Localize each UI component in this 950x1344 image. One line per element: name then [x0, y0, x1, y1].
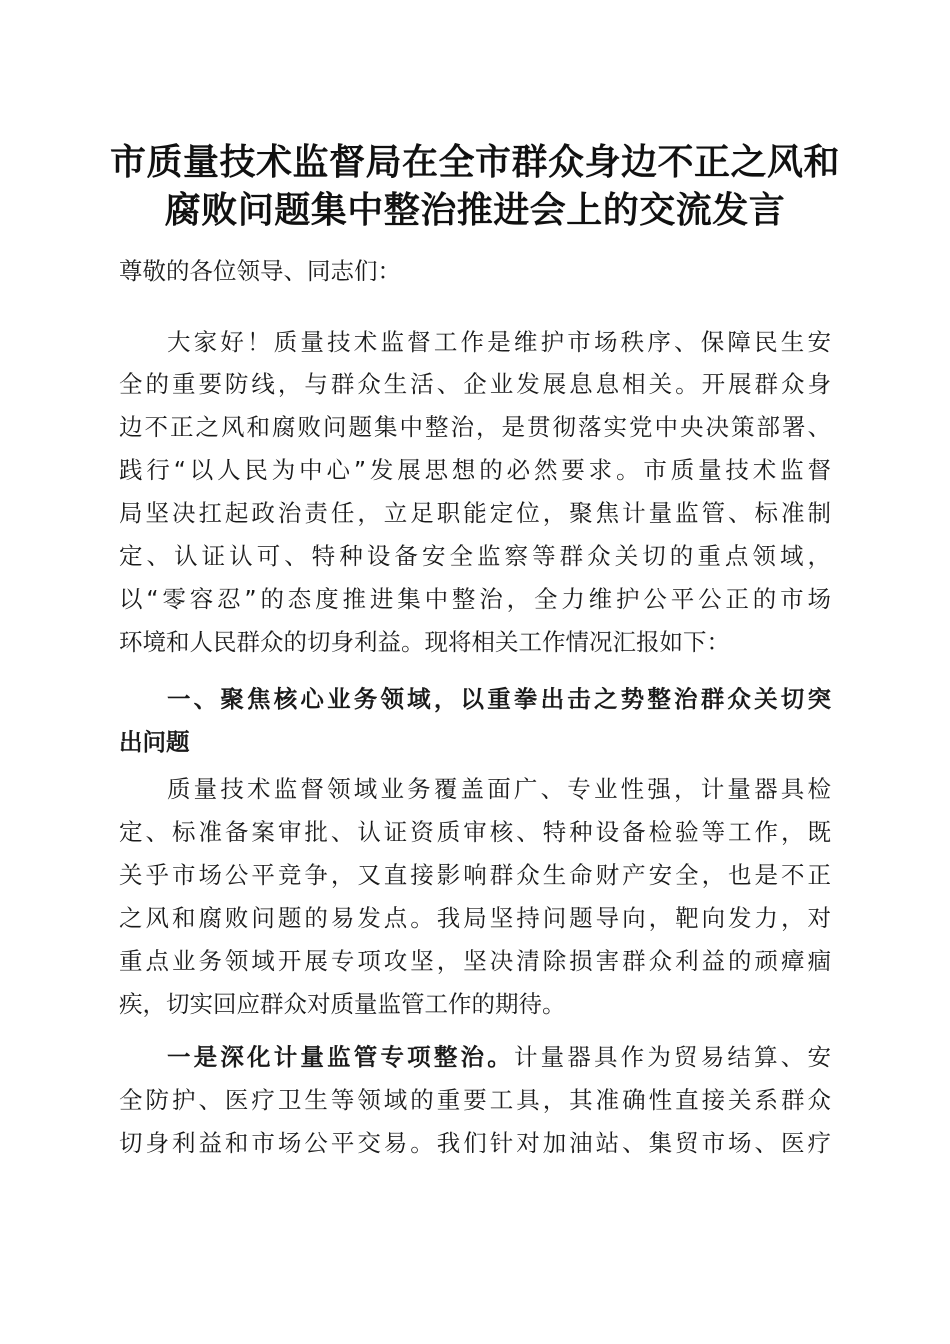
section-paragraph-line: 关乎市场公平竞争，又直接影响群众生命财产安全，也是不正 — [119, 861, 831, 889]
section-heading: 一、聚焦核心业务领域，以重拳出击之势整治群众关切突 — [167, 685, 831, 713]
item-paragraph-line: 全防护、医疗卫生等领域的重要工具，其准确性直接关系群众 — [119, 1086, 831, 1114]
section-heading: 出问题 — [119, 728, 190, 756]
intro-line: 环境和人民群众的切身利益。现将相关工作情况汇报如下： — [119, 628, 730, 656]
section-paragraph-line: 之风和腐败问题的易发点。我局坚持问题导向，靶向发力，对 — [119, 904, 831, 932]
section-paragraph-line: 重点业务领域开展专项攻坚，坚决清除损害群众利益的顽瘴痼 — [119, 947, 831, 975]
item-lead: 一是深化计量监管专项整治。 — [167, 1043, 514, 1071]
intro-line: 大家好！质量技术监督工作是维护市场秩序、保障民生安 — [167, 328, 831, 356]
salutation: 尊敬的各位领导、同志们： — [119, 257, 401, 285]
intro-line: 以“零容忍”的态度推进集中整治，全力维护公平公正的市场 — [119, 585, 831, 613]
intro-line: 践行“以人民为中心”发展思想的必然要求。市质量技术监督 — [119, 456, 831, 484]
intro-line: 全的重要防线，与群众生活、企业发展息息相关。开展群众身 — [119, 370, 831, 398]
document-title-line-1: 市质量技术监督局在全市群众身边不正之风和 — [109, 141, 840, 183]
intro-line: 定、认证认可、特种设备安全监察等群众关切的重点领域， — [119, 542, 831, 570]
intro-line: 边不正之风和腐败问题集中整治，是贯彻落实党中央决策部署、 — [119, 413, 831, 441]
section-paragraph-line: 质量技术监督领域业务覆盖面广、专业性强，计量器具检 — [167, 775, 831, 803]
section-paragraph-line: 疾，切实回应群众对质量监管工作的期待。 — [119, 990, 566, 1018]
intro-line: 局坚决扛起政治责任，立足职能定位，聚焦计量监管、标准制 — [119, 499, 831, 527]
section-paragraph-line: 定、标准备案审批、认证资质审核、特种设备检验等工作，既 — [119, 818, 831, 846]
item-paragraph-line — [167, 1041, 831, 1073]
item-text: 计量器具作为贸易结算、安 — [513, 1043, 831, 1071]
item-paragraph-line: 切身利益和市场公平交易。我们针对加油站、集贸市场、医疗 — [119, 1129, 831, 1157]
document-title-line-2: 腐败问题集中整治推进会上的交流发言 — [164, 189, 786, 231]
